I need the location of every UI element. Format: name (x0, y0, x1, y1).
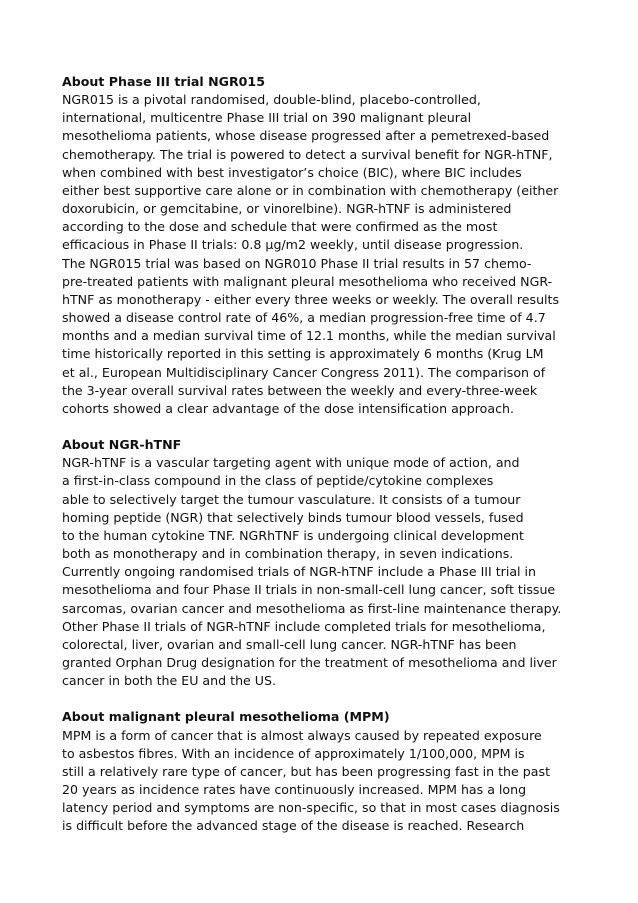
section-phase-iii-trial (62, 73, 602, 418)
text-line: a first-in-class compound in the class of peptide/cytokine complexes (62, 473, 494, 489)
section-heading: About Phase III trial NGR015 (62, 74, 265, 89)
text-line: time historically reported in this setting is approximately 6 months (Krug LM (62, 346, 544, 362)
text-line: NGR-hTNF is a vascular targeting agent with unique mode of action, and (62, 455, 520, 471)
text-line: 20 years as incidence rates have continuously increased. MPM has a long (62, 782, 527, 798)
text-line: cohorts showed a clear advantage of the dose intensification approach. (62, 400, 515, 416)
text-line: Currently ongoing randomised trials of NGR-hTNF include a Phase III trial in (62, 564, 537, 580)
text-line: homing peptide (NGR) that selectively binds tumour blood vessels, fused (62, 509, 524, 525)
section-mesothelioma (62, 708, 602, 835)
text-line: to the human cytokine TNF. NGRhTNF is undergoing clinical development (62, 527, 524, 543)
text-line: latency period and symptoms are non-specific, so that in most cases diagnosis (62, 800, 560, 816)
section-ngr-htnf (62, 436, 602, 690)
text-line: still a relatively rare type of cancer, but has been progressing fast in the past (62, 763, 551, 779)
text-line: to asbestos fibres. With an incidence of approximately 1/100,000, MPM is (62, 745, 525, 761)
text-line: international, multicentre Phase III trial on 390 malignant pleural (62, 110, 472, 126)
text-line: cancer in both the EU and the US. (62, 673, 277, 689)
text-line: NGR015 is a pivotal randomised, double-blind, placebo-controlled, (62, 92, 481, 108)
text-line: showed a disease control rate of 46%, a median progression-free time of 4.7 (62, 310, 546, 326)
section-heading: About malignant pleural mesothelioma (MPM) (62, 709, 390, 725)
text-line: et al., European Multidisciplinary Cancer Congress 2011). The comparison of (62, 364, 546, 380)
text-line: doxorubicin, or gemcitabine, or vinorelbine). NGR-hTNF is administered (62, 201, 512, 217)
text-line: the 3-year overall survival rates between the weekly and every-three-week (62, 382, 538, 398)
document-page (62, 73, 602, 854)
text-line: either best supportive care alone or in combination with chemotherapy (either (62, 182, 559, 198)
text-line: is difficult before the advanced stage of the disease is reached. Research (62, 818, 525, 834)
text-line: when combined with best investigator’s choice (BIC), where BIC includes (62, 164, 522, 180)
text-line: efficacious in Phase II trials: 0.8 µg/m2 weekly, until disease progression. (62, 237, 524, 253)
text-line: able to selectively target the tumour vasculature. It consists of a tumour (62, 491, 521, 507)
text-line: mesothelioma and four Phase II trials in non-small-cell lung cancer, soft tissue (62, 582, 556, 598)
text-line: hTNF as monotherapy - either every three weeks or weekly. The overall results (62, 291, 560, 307)
text-line: Other Phase II trials of NGR-hTNF include completed trials for mesothelioma, (62, 618, 546, 634)
text-line: sarcomas, ovarian cancer and mesothelioma as first-line maintenance therapy. (62, 600, 562, 616)
text-line: mesothelioma patients, whose disease progressed after a pemetrexed-based (62, 128, 550, 144)
text-line: chemotherapy. The trial is powered to detect a survival benefit for NGR-hTNF, (62, 146, 553, 162)
text-line: according to the dose and schedule that were confirmed as the most (62, 219, 498, 235)
text-line: both as monotherapy and in combination therapy, in seven indications. (62, 546, 514, 562)
text-line: pre-treated patients with malignant pleural mesothelioma who received NGR- (62, 273, 553, 289)
text-line: MPM is a form of cancer that is almost always caused by repeated exposure (62, 727, 542, 743)
text-line: colorectal, liver, ovarian and small-cell lung cancer. NGR-hTNF has been (62, 636, 517, 652)
text-line: The NGR015 trial was based on NGR010 Phase II trial results in 57 chemo- (62, 255, 532, 271)
text-line: granted Orphan Drug designation for the treatment of mesothelioma and liver (62, 654, 557, 670)
section-heading: About NGR-hTNF (62, 437, 182, 453)
text-line: months and a median survival time of 12.1 months, while the median survival (62, 328, 556, 344)
